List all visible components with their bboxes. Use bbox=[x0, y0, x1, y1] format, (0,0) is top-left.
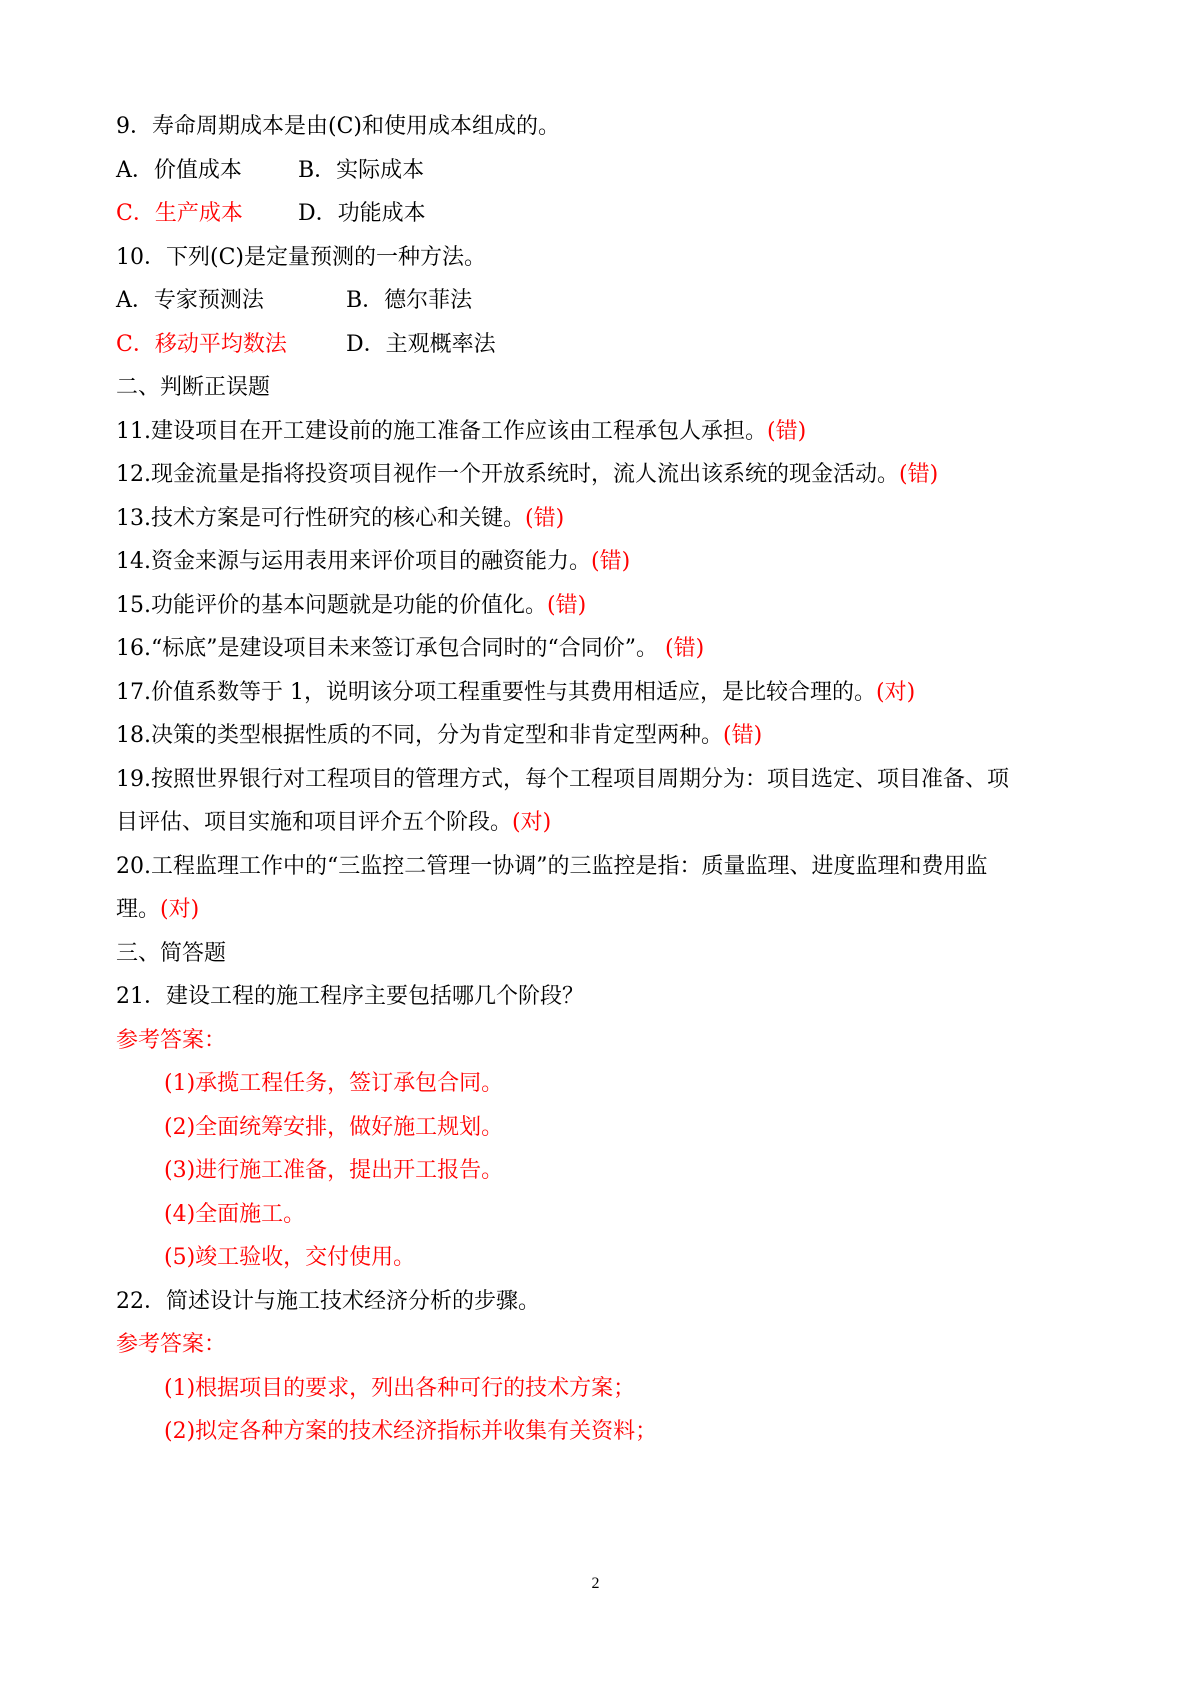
judgment-item bbox=[116, 591, 586, 621]
judgment-answer: (对) bbox=[512, 810, 552, 835]
question-10-options-row-2 bbox=[116, 330, 496, 360]
judgment-answer: (错) bbox=[767, 419, 807, 444]
judgment-item bbox=[116, 721, 762, 751]
reference-answer-label: 参考答案： bbox=[116, 1332, 227, 1357]
judgment-item bbox=[116, 678, 915, 708]
question-9-options-row-1 bbox=[116, 156, 424, 186]
judgment-text: 14.资金来源与运用表用来评价项目的融资能力。 bbox=[116, 549, 591, 574]
judgment-text: 12.现金流量是指将投资项目视作一个开放系统时，流人流出该系统的现金活动。 bbox=[116, 462, 899, 487]
judgment-answer: (错) bbox=[723, 723, 763, 748]
judgment-text: 目评估、项目实施和项目评介五个阶段。 bbox=[116, 810, 513, 835]
judgment-text: 17.价值系数等于 1，说明该分项工程重要性与其费用相适应，是比较合理的。 bbox=[116, 680, 876, 705]
answer-item: (4)全面施工。 bbox=[164, 1202, 306, 1227]
judgment-answer: (错) bbox=[899, 462, 939, 487]
judgment-text: 理。 bbox=[116, 897, 161, 922]
option-c-correct: C．移动平均数法 bbox=[116, 332, 287, 357]
page-number: 2 bbox=[591, 1575, 600, 1592]
answer-item: (2)拟定各种方案的技术经济指标并收集有关资料； bbox=[164, 1419, 658, 1444]
judgment-answer: (错) bbox=[664, 636, 705, 661]
judgment-item bbox=[116, 547, 630, 577]
section-heading: 三、简答题 bbox=[116, 941, 227, 966]
judgment-item bbox=[116, 504, 564, 534]
question-9-stem: 9．寿命周期成本是由(C)和使用成本组成的。 bbox=[116, 114, 560, 139]
judgment-item bbox=[116, 460, 938, 490]
answer-item: (1)根据项目的要求，列出各种可行的技术方案； bbox=[164, 1376, 636, 1401]
option-d: D．主观概率法 bbox=[346, 332, 496, 357]
question-21-stem: 21．建设工程的施工程序主要包括哪几个阶段？ bbox=[116, 984, 584, 1009]
option-a: A．专家预测法 bbox=[116, 288, 264, 313]
option-a: A．价值成本 bbox=[116, 158, 242, 183]
answer-item: (1)承揽工程任务，签订承包合同。 bbox=[164, 1071, 504, 1096]
answer-item: (3)进行施工准备，提出开工报告。 bbox=[164, 1158, 504, 1183]
option-d: D．功能成本 bbox=[298, 201, 426, 226]
judgment-answer: (对) bbox=[160, 897, 200, 922]
judgment-text: 18.决策的类型根据性质的不同，分为肯定型和非肯定型两种。 bbox=[116, 723, 723, 748]
judgment-answer: (错) bbox=[547, 593, 587, 618]
option-c-correct: C．生产成本 bbox=[116, 201, 243, 226]
section-heading: 二、判断正误题 bbox=[116, 375, 271, 400]
question-9-options-row-2 bbox=[116, 199, 426, 229]
judgment-text: 13.技术方案是可行性研究的核心和关键。 bbox=[116, 506, 525, 531]
judgment-20-line-2 bbox=[116, 895, 199, 925]
question-10-options-row-1 bbox=[116, 286, 472, 316]
answer-item: (5)竣工验收，交付使用。 bbox=[164, 1245, 416, 1270]
option-b: B．德尔菲法 bbox=[346, 288, 473, 313]
judgment-answer: (对) bbox=[875, 680, 916, 705]
answer-item: (2)全面统筹安排，做好施工规划。 bbox=[164, 1115, 504, 1140]
judgment-answer: (错) bbox=[525, 506, 565, 531]
judgment-item bbox=[116, 634, 704, 664]
question-22-stem: 22．简述设计与施工技术经济分析的步骤。 bbox=[116, 1289, 540, 1314]
judgment-19-line-2 bbox=[116, 808, 551, 838]
judgment-text: 11.建设项目在开工建设前的施工准备工作应该由工程承包人承担。 bbox=[116, 419, 767, 444]
judgment-20-line-1: 20.工程监理工作中的“三监控二管理一协调”的三监控是指：质量监理、进度监理和费用监 bbox=[116, 854, 988, 879]
judgment-answer: (错) bbox=[591, 549, 631, 574]
judgment-text: 15.功能评价的基本问题就是功能的价值化。 bbox=[116, 593, 547, 618]
judgment-19-line-1: 19.按照世界银行对工程项目的管理方式，每个工程项目周期分为：项目选定、项目准备、项 bbox=[116, 767, 1009, 792]
judgment-text: 16.“标底”是建设项目未来签订承包合同时的“合同价”。 bbox=[116, 636, 665, 661]
question-10-stem: 10．下列(C)是定量预测的一种方法。 bbox=[116, 245, 486, 270]
judgment-item bbox=[116, 417, 806, 447]
reference-answer-label: 参考答案： bbox=[116, 1028, 227, 1053]
option-b: B．实际成本 bbox=[298, 158, 425, 183]
